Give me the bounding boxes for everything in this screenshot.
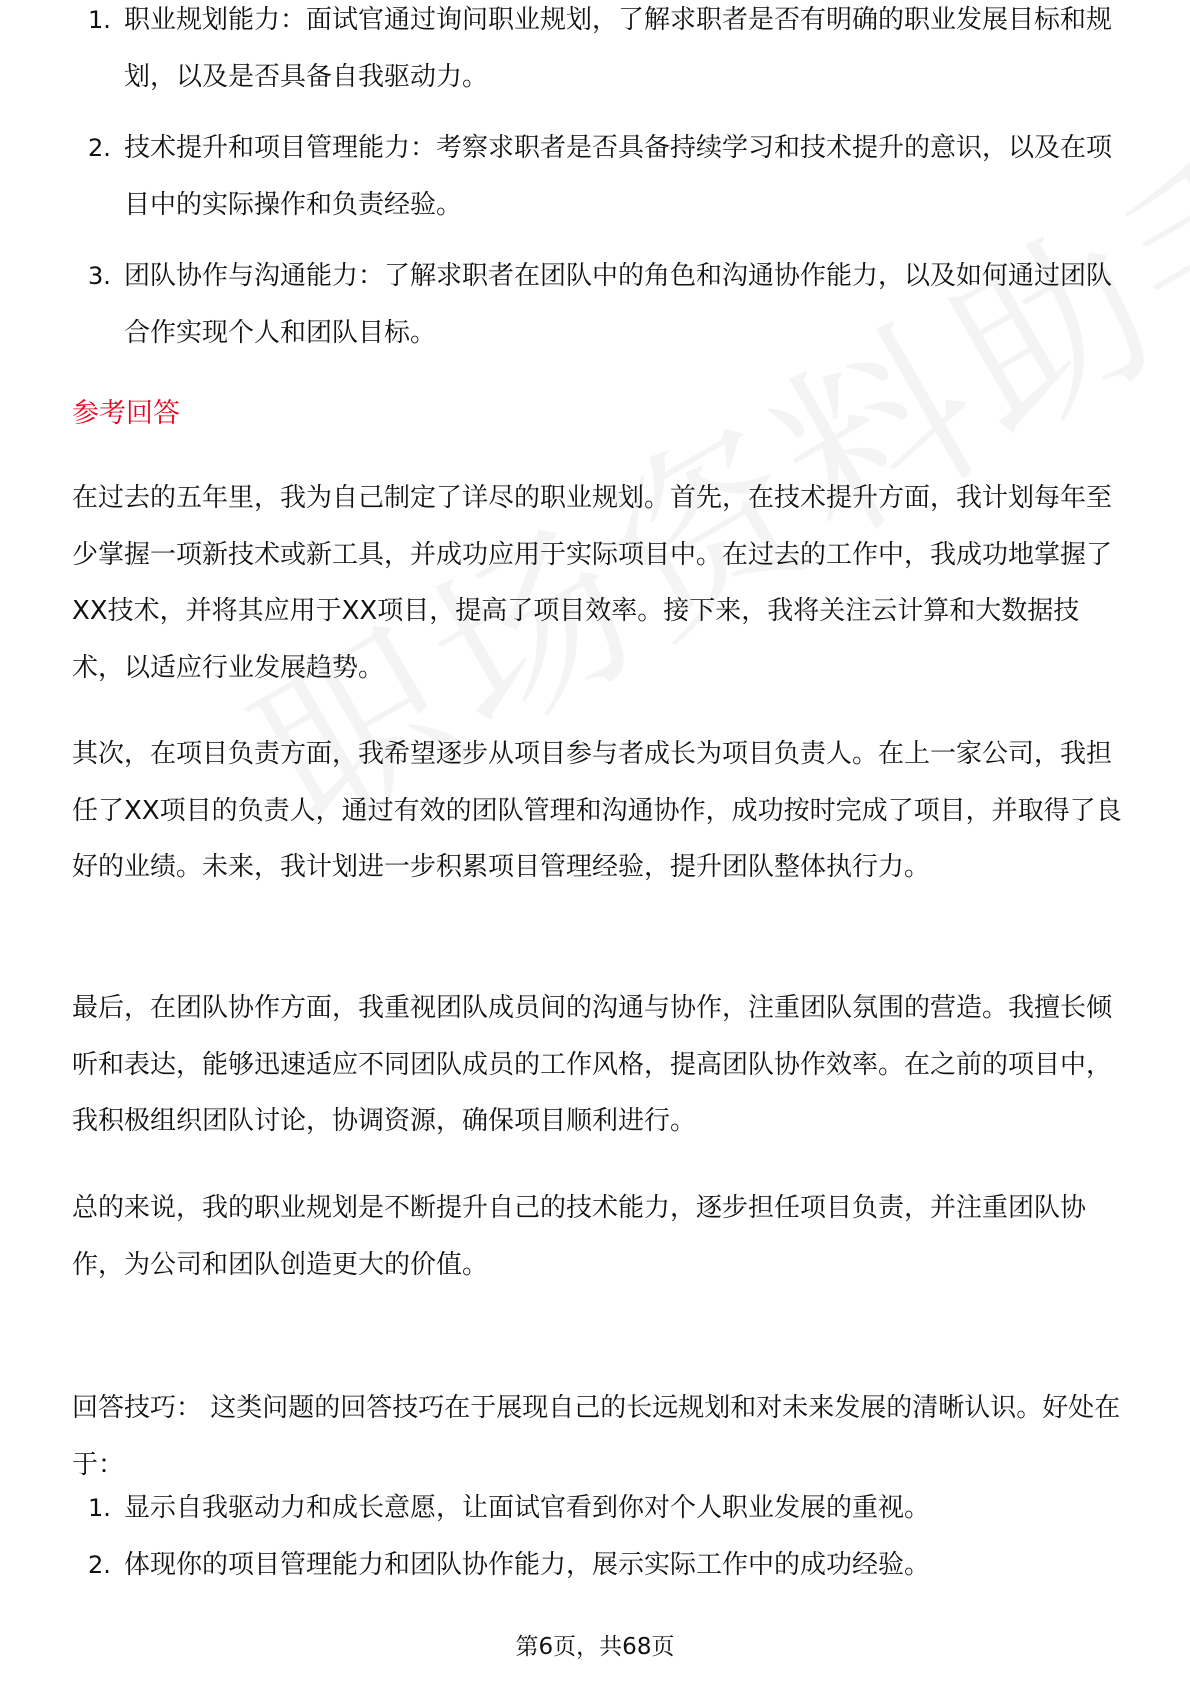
list-number: 1.: [88, 1494, 111, 1522]
tips-paragraph: 回答技巧： 这类问题的回答技巧在于展现自己的长远规划和对未来发展的清晰认识。好处在于：: [72, 1393, 1121, 1480]
benefits-list: [72, 1480, 1122, 1594]
answer-paragraph: 最后，在团队协作方面，我重视团队成员间的沟通与协作，注重团队氛围的营造。我擅长倾听和表达，能够迅速适应不同团队成员的工作风格，提高团队协作效率。在之前的项目中，我积极组织团队讨论，协调资源，确保项目顺利进行。: [72, 993, 1113, 1136]
summary-paragraph: 总的来说，我的职业规划是不断提升自己的技术能力，逐步担任项目负责，并注重团队协作，为公司和团队创造更大的价值。: [72, 1193, 1087, 1280]
answer-paragraph: 其次，在项目负责方面，我希望逐步从项目参与者成长为项目负责人。在上一家公司，我担任了XX项目的负责人，通过有效的团队管理和沟通协作，成功按时完成了项目，并取得了良好的业绩。未来，我计划进一步积累项目管理经验，提升团队整体执行力。: [72, 739, 1122, 882]
list-item: [72, 0, 1122, 106]
page-number-footer: 第6页，共68页: [515, 1634, 675, 1660]
criteria-list: [72, 0, 1122, 376]
list-item: [72, 248, 1122, 362]
list-text: 技术提升和项目管理能力：考察求职者是否具备持续学习和技术提升的意识，以及在项目中的实际操作和负责经验。: [124, 133, 1113, 220]
list-text: 团队协作与沟通能力：了解求职者在团队中的角色和沟通协作能力，以及如何通过团队合作实现个人和团队目标。: [124, 261, 1113, 348]
list-item: [72, 1480, 1122, 1537]
list-item: [72, 1537, 1122, 1594]
answer-paragraph: 在过去的五年里，我为自己制定了详尽的职业规划。首先，在技术提升方面，我计划每年至少掌握一项新技术或新工具，并成功应用于实际项目中。在过去的工作中，我成功地掌握了XX技术，并将其应用于XX项目，提高了项目效率。接下来，我将关注云计算和大数据技术，以适应行业发展趋势。: [72, 483, 1113, 683]
list-text: 显示自我驱动力和成长意愿，让面试官看到你对个人职业发展的重视。: [124, 1493, 931, 1523]
list-number: 3.: [88, 262, 111, 290]
list-text: 职业规划能力：面试官通过询问职业规划，了解求职者是否有明确的职业发展目标和规划，以及是否具备自我驱动力。: [124, 5, 1113, 92]
list-number: 2.: [88, 1551, 111, 1579]
list-text: 体现你的项目管理能力和团队协作能力，展示实际工作中的成功经验。: [124, 1550, 931, 1580]
list-number: 2.: [88, 134, 111, 162]
list-number: 1.: [88, 6, 111, 34]
list-item: [72, 120, 1122, 234]
section-title: 参考回答: [72, 398, 180, 429]
